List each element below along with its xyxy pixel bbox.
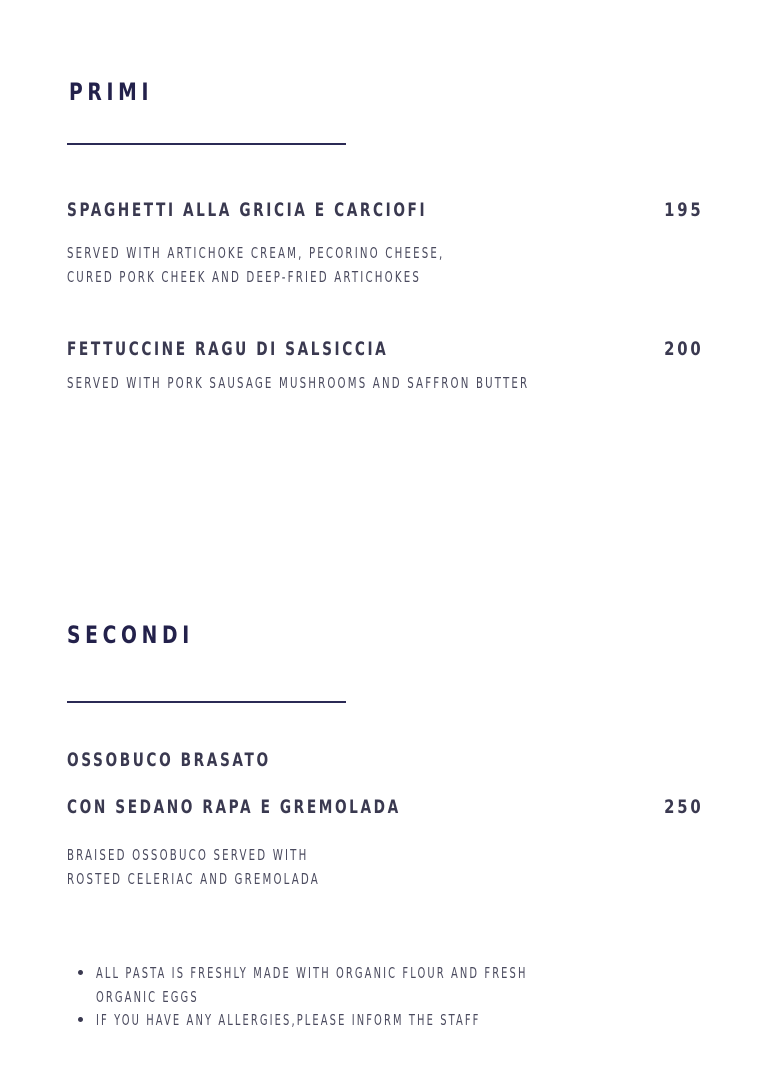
bullet-icon: [78, 970, 83, 975]
bullet-icon: [78, 1017, 83, 1022]
section-title-primi: PRIMI: [69, 78, 154, 106]
section-divider-secondi: [67, 701, 346, 703]
menu-item-description: CURED PORK CHEEK AND DEEP-FRIED ARTICHOKES: [67, 268, 421, 286]
menu-item-name: OSSOBUCO BRASATO: [67, 749, 271, 771]
menu-item-price: 250: [663, 796, 703, 818]
note-text: ALL PASTA IS FRESHLY MADE WITH ORGANIC FLOUR AND FRESH: [96, 964, 528, 982]
menu-item-name: FETTUCCINE RAGU DI SALSICCIA: [67, 338, 389, 360]
section-title-secondi: SECONDI: [67, 621, 194, 649]
note-text: ORGANIC EGGS: [96, 988, 199, 1006]
section-divider-primi: [67, 143, 346, 145]
menu-item-description: SERVED WITH ARTICHOKE CREAM, PECORINO CHEESE,: [67, 244, 445, 262]
menu-item-name: CON SEDANO RAPA E GREMOLADA: [67, 796, 401, 818]
menu-item-price: 200: [663, 338, 703, 360]
menu-item-description: BRAISED OSSOBUCO SERVED WITH: [67, 846, 309, 864]
note-text: IF YOU HAVE ANY ALLERGIES,PLEASE INFORM THE STAFF: [96, 1011, 481, 1029]
menu-item-description: ROSTED CELERIAC AND GREMOLADA: [67, 870, 320, 888]
menu-item-description: SERVED WITH PORK SAUSAGE MUSHROOMS AND SAFFRON BUTTER: [67, 374, 530, 392]
menu-item-price: 195: [663, 199, 703, 221]
menu-item-name: SPAGHETTI ALLA GRICIA E CARCIOFI: [67, 199, 428, 221]
